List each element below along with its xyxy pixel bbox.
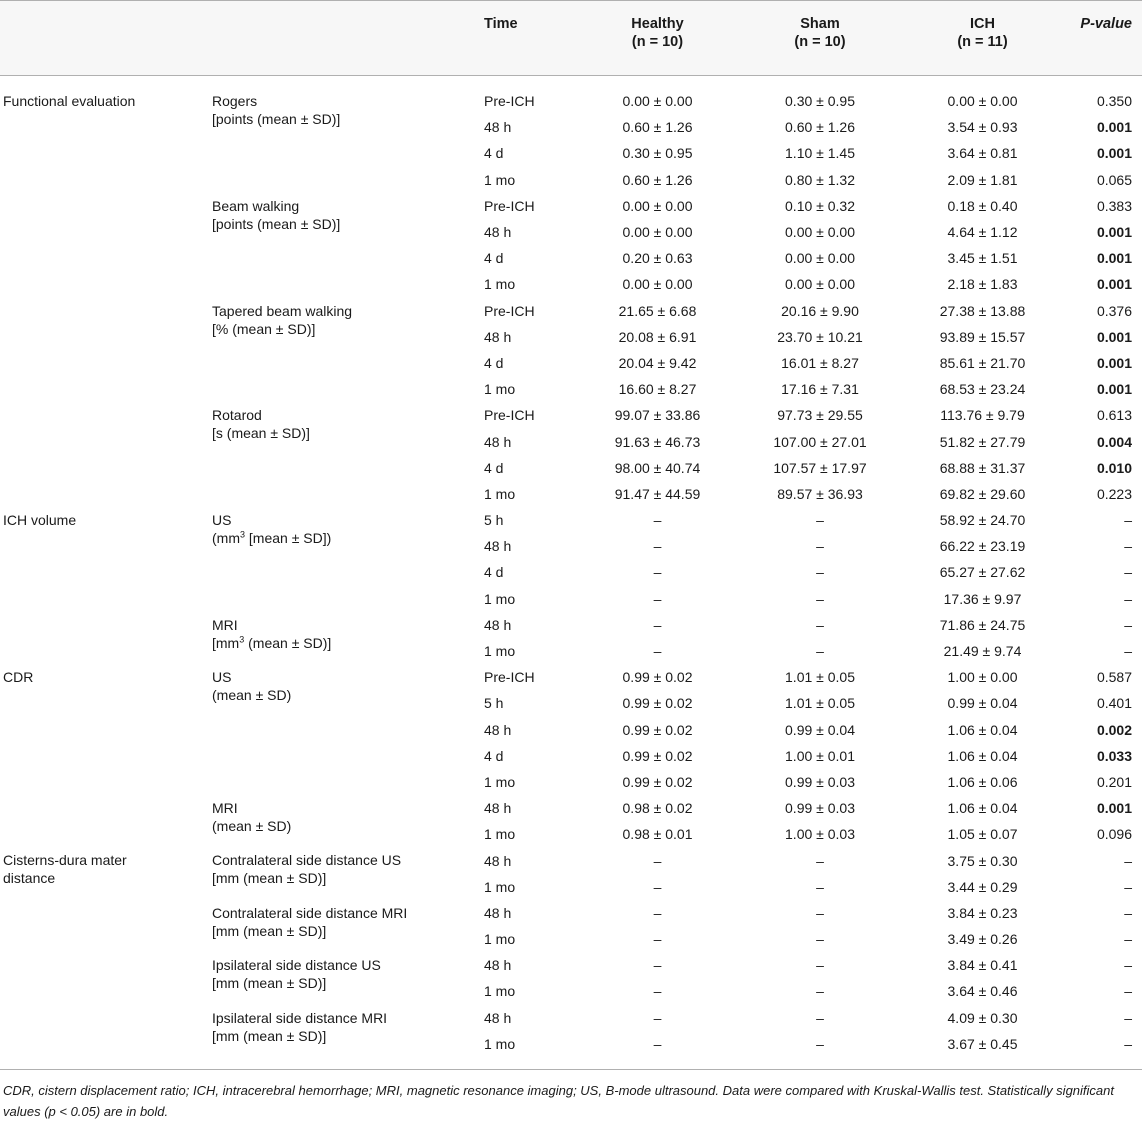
p-value: 0.001 <box>1096 145 1132 162</box>
healthy-value: 0.00 ± 0.00 <box>622 197 693 214</box>
ich-value: 27.38 ± 13.88 <box>939 302 1026 319</box>
spacer-row <box>0 76 1142 89</box>
healthy-value: – <box>653 878 662 895</box>
p-value: – <box>1124 590 1132 607</box>
sham-value: 0.00 ± 0.00 <box>785 250 855 267</box>
sham-value: 0.00 ± 0.00 <box>785 276 855 293</box>
ich-value: 3.44 ± 0.29 <box>947 878 1018 895</box>
healthy-value: – <box>653 1035 662 1052</box>
unit-suffix: (mean ± SD)] <box>244 634 332 651</box>
measure-cell <box>200 1005 475 1057</box>
healthy-value: – <box>653 983 662 1000</box>
healthy-value: 21.65 ± 6.68 <box>618 302 697 319</box>
p-value: – <box>1124 957 1132 974</box>
time-cell: 4 d <box>484 145 504 162</box>
ich-value: 0.00 ± 0.00 <box>947 93 1018 110</box>
time-cell: 4 d <box>484 354 504 371</box>
unit-suffix: [mean ± SD]) <box>245 530 332 546</box>
measure-unit: [mm (mean ± SD)] <box>212 1027 327 1044</box>
healthy-value: 20.04 ± 9.42 <box>618 354 697 371</box>
sham-value: 17.16 ± 7.31 <box>781 381 859 398</box>
p-value: 0.587 <box>1096 669 1132 686</box>
measure-unit: [% (mean ± SD)] <box>212 320 316 337</box>
table-footnote: CDR, cistern displacement ratio; ICH, intracerebral hemorrhage; MRI, magnetic resonance imaging; US, B-mode ultrasound. Data were compared with Kruskal-Wallis test. Statistically significant values (p < 0.05) are in bold. <box>0 1069 1142 1122</box>
p-value: 0.001 <box>1096 328 1132 345</box>
table-body <box>0 76 1142 1069</box>
ich-value: 3.67 ± 0.45 <box>947 1035 1018 1052</box>
header-measure <box>200 1 475 76</box>
measure-name: MRI <box>212 800 238 817</box>
sham-value: 20.16 ± 9.90 <box>781 302 859 319</box>
ich-value: 4.64 ± 1.12 <box>947 224 1018 241</box>
ich-value: 3.45 ± 1.51 <box>947 250 1018 267</box>
ich-value: 4.09 ± 0.30 <box>947 1009 1018 1026</box>
time-cell: 48 h <box>484 538 512 555</box>
unit-prefix: [mm <box>212 634 240 651</box>
measure-cell <box>200 795 475 847</box>
p-value: 0.001 <box>1096 224 1132 241</box>
time-cell: 48 h <box>484 328 512 345</box>
healthy-value: – <box>653 957 662 974</box>
p-value: – <box>1124 538 1132 555</box>
healthy-value: – <box>653 564 662 581</box>
sham-value: 89.57 ± 36.93 <box>777 485 863 502</box>
category-label: CDR <box>3 669 34 686</box>
sham-value: – <box>816 904 824 921</box>
ich-value: 58.92 ± 24.70 <box>939 512 1026 529</box>
ich-value: 21.49 ± 9.74 <box>943 643 1022 660</box>
header-sham-label: Sham <box>800 16 840 32</box>
time-cell: 48 h <box>484 721 512 738</box>
p-value: 0.004 <box>1096 433 1132 450</box>
sham-value: – <box>816 616 824 633</box>
ich-value: 68.88 ± 31.37 <box>939 459 1026 476</box>
p-value: 0.350 <box>1096 93 1132 110</box>
sham-value: – <box>816 957 824 974</box>
time-cell: 48 h <box>484 1009 512 1026</box>
healthy-value: 16.60 ± 8.27 <box>618 381 697 398</box>
header-pvalue: P-value <box>1060 1 1142 76</box>
sham-value: – <box>816 590 824 607</box>
healthy-value: 0.00 ± 0.00 <box>622 276 693 293</box>
time-cell: Pre-ICH <box>484 669 535 686</box>
category-label: ICH volume <box>3 512 77 528</box>
measure-name: Tapered beam walking <box>212 302 353 319</box>
healthy-value: 0.00 ± 0.00 <box>622 224 693 241</box>
ich-value: 51.82 ± 27.79 <box>939 433 1026 450</box>
ich-value: 3.84 ± 0.41 <box>947 957 1018 974</box>
measure-unit: (mean ± SD) <box>212 687 292 704</box>
header-sham <box>735 1 905 76</box>
measure-cell <box>200 900 475 952</box>
measure-cell <box>200 612 475 664</box>
healthy-value: 0.00 ± 0.00 <box>622 93 693 110</box>
sham-value: – <box>816 538 824 555</box>
ich-value: 68.53 ± 23.24 <box>939 381 1026 398</box>
measure-name: Rogers <box>212 93 258 109</box>
sham-value: 16.01 ± 8.27 <box>781 354 859 371</box>
time-cell: 1 mo <box>484 983 516 1000</box>
measure-unit: [points (mean ± SD)] <box>212 215 341 232</box>
healthy-value: – <box>653 904 662 921</box>
ich-value: 65.27 ± 27.62 <box>939 564 1026 581</box>
p-value: 0.065 <box>1096 171 1132 188</box>
ich-value: 3.49 ± 0.26 <box>947 931 1018 948</box>
unit-superscript: 3 <box>240 529 246 540</box>
ich-value: 93.89 ± 15.57 <box>939 328 1026 345</box>
category-label: Cisterns-dura mater distance <box>3 852 127 887</box>
measure-cell <box>200 847 475 899</box>
p-value: 0.223 <box>1096 485 1132 502</box>
healthy-value: 0.98 ± 0.02 <box>622 800 693 817</box>
measure-unit: (mean ± SD) <box>212 818 292 835</box>
header-ich-label: ICH <box>970 16 995 32</box>
time-cell: 48 h <box>484 433 512 450</box>
time-cell: 48 h <box>484 224 512 241</box>
measure-unit: [points (mean ± SD)] <box>212 111 341 127</box>
table-row <box>0 664 1142 690</box>
sham-value: 0.00 ± 0.00 <box>785 224 855 241</box>
healthy-value: 20.08 ± 6.91 <box>618 328 697 345</box>
p-value: – <box>1124 983 1132 1000</box>
p-value: – <box>1124 512 1132 529</box>
time-cell: 48 h <box>484 957 512 974</box>
time-cell: 4 d <box>484 250 504 267</box>
healthy-value: – <box>653 643 662 660</box>
sham-value: 23.70 ± 10.21 <box>777 328 863 345</box>
time-cell: 1 mo <box>484 878 516 895</box>
measure-name: US <box>212 669 232 686</box>
time-cell: 48 h <box>484 852 512 869</box>
sham-value: 107.00 ± 27.01 <box>773 433 867 450</box>
table-header-row <box>0 1 1142 76</box>
healthy-value: 0.60 ± 1.26 <box>622 171 693 188</box>
healthy-value: 91.63 ± 46.73 <box>614 433 701 450</box>
time-cell: 1 mo <box>484 590 516 607</box>
healthy-value: – <box>653 538 662 555</box>
time-cell: 1 mo <box>484 381 516 398</box>
sham-value: 0.80 ± 1.32 <box>785 171 855 188</box>
ich-value: 1.06 ± 0.04 <box>947 721 1018 738</box>
ich-value: 3.64 ± 0.81 <box>947 145 1018 162</box>
p-value: – <box>1124 616 1132 633</box>
time-cell: Pre-ICH <box>484 197 535 214</box>
measure-cell <box>200 664 475 795</box>
p-value: 0.010 <box>1096 459 1132 476</box>
time-cell: Pre-ICH <box>484 407 535 424</box>
measure-cell <box>200 193 475 298</box>
sham-value: 1.00 ± 0.01 <box>785 747 855 764</box>
ich-value: 2.09 ± 1.81 <box>947 171 1018 188</box>
healthy-value: – <box>653 512 662 529</box>
measure-name: Ipsilateral side distance US <box>212 957 381 974</box>
p-value: 0.001 <box>1096 800 1132 817</box>
sham-value: – <box>816 878 824 895</box>
healthy-value: 0.98 ± 0.01 <box>622 826 693 843</box>
healthy-value: 0.30 ± 0.95 <box>622 145 693 162</box>
ich-value: 3.75 ± 0.30 <box>947 852 1018 869</box>
healthy-value: 91.47 ± 44.59 <box>614 485 701 502</box>
healthy-value: 0.99 ± 0.02 <box>622 747 693 764</box>
header-sham-n: (n = 10) <box>794 34 846 50</box>
measure-unit: [mm (mean ± SD)] <box>212 975 327 992</box>
header-healthy-n: (n = 10) <box>631 34 684 50</box>
sham-value: – <box>816 852 824 869</box>
time-cell: 1 mo <box>484 931 516 948</box>
time-cell: 4 d <box>484 747 504 764</box>
time-cell: 1 mo <box>484 276 516 293</box>
sham-value: 1.01 ± 0.05 <box>785 669 855 686</box>
time-cell: 1 mo <box>484 643 516 660</box>
time-cell: 4 d <box>484 459 504 476</box>
ich-value: 113.76 ± 9.79 <box>940 407 1025 424</box>
time-cell: 48 h <box>484 119 512 136</box>
ich-value: 69.82 ± 29.60 <box>939 485 1026 502</box>
header-ich-n: (n = 11) <box>957 34 1008 50</box>
sham-value: 107.57 ± 17.97 <box>773 459 867 476</box>
p-value: 0.001 <box>1096 119 1132 136</box>
time-cell: 1 mo <box>484 773 516 790</box>
measure-name: Beam walking <box>212 197 300 214</box>
healthy-value: – <box>653 852 662 869</box>
p-value: 0.001 <box>1096 381 1132 398</box>
healthy-value: 98.00 ± 40.74 <box>614 459 701 476</box>
p-value: 0.096 <box>1096 826 1132 843</box>
ich-value: 1.06 ± 0.06 <box>947 773 1018 790</box>
time-cell: 48 h <box>484 800 512 817</box>
time-cell: Pre-ICH <box>484 93 535 110</box>
time-cell: 48 h <box>484 904 512 921</box>
healthy-value: 0.99 ± 0.02 <box>622 669 693 686</box>
measure-cell <box>200 88 475 193</box>
ich-value: 0.18 ± 0.40 <box>947 197 1018 214</box>
table-row <box>0 847 1142 873</box>
ich-value: 1.06 ± 0.04 <box>947 747 1018 764</box>
healthy-value: – <box>653 1009 662 1026</box>
healthy-value: 0.20 ± 0.63 <box>622 250 693 267</box>
sham-value: 0.99 ± 0.03 <box>785 800 855 817</box>
p-value: 0.001 <box>1096 250 1132 267</box>
measure-cell <box>200 507 475 612</box>
measure-name: US <box>212 512 232 528</box>
p-value: – <box>1124 564 1132 581</box>
p-value: 0.002 <box>1096 721 1132 738</box>
healthy-value: 0.99 ± 0.02 <box>622 695 693 712</box>
measure-name: Ipsilateral side distance MRI <box>212 1009 388 1026</box>
sham-value: 1.01 ± 0.05 <box>785 695 855 712</box>
measure-unit: [s (mean ± SD)] <box>212 425 310 442</box>
time-cell: 5 h <box>484 512 504 529</box>
sham-value: 0.10 ± 0.32 <box>785 197 855 214</box>
p-value: 0.201 <box>1096 773 1132 790</box>
p-value: 0.033 <box>1096 747 1132 764</box>
header-category <box>0 1 200 76</box>
ich-value: 1.00 ± 0.00 <box>947 669 1018 686</box>
measure-unit <box>212 529 475 547</box>
sham-value: – <box>816 512 824 529</box>
ich-value: 3.64 ± 0.46 <box>947 983 1018 1000</box>
measure-name: Contralateral side distance MRI <box>212 904 408 921</box>
healthy-value: – <box>653 931 662 948</box>
measure-name: MRI <box>212 616 238 633</box>
healthy-value: – <box>653 616 662 633</box>
time-cell: 1 mo <box>484 485 516 502</box>
p-value: 0.383 <box>1096 197 1132 214</box>
header-ich <box>905 1 1060 76</box>
p-value: – <box>1124 852 1132 869</box>
ich-value: 1.06 ± 0.04 <box>947 800 1018 817</box>
sham-value: – <box>816 1009 824 1026</box>
healthy-value: 0.99 ± 0.02 <box>622 773 693 790</box>
measure-name: Rotarod <box>212 407 262 424</box>
sham-value: – <box>816 983 824 1000</box>
p-value: – <box>1124 931 1132 948</box>
sham-value: – <box>816 931 824 948</box>
header-healthy-label: Healthy <box>631 16 684 32</box>
sham-value: – <box>816 643 824 660</box>
ich-value: 1.05 ± 0.07 <box>947 826 1018 843</box>
spacer-row <box>0 1057 1142 1069</box>
p-value: 0.001 <box>1096 354 1132 371</box>
measure-name: Contralateral side distance US <box>212 852 402 869</box>
p-value: – <box>1124 1009 1132 1026</box>
measure-unit: [mm (mean ± SD)] <box>212 870 327 887</box>
p-value: 0.001 <box>1096 276 1132 293</box>
sham-value: 1.00 ± 0.03 <box>785 826 855 843</box>
ich-value: 3.84 ± 0.23 <box>947 904 1018 921</box>
ich-value: 2.18 ± 1.83 <box>947 276 1018 293</box>
healthy-value: – <box>653 590 662 607</box>
p-value: – <box>1124 878 1132 895</box>
ich-value: 3.54 ± 0.93 <box>947 119 1018 136</box>
time-cell: 4 d <box>484 564 504 581</box>
p-value: – <box>1124 1035 1132 1052</box>
sham-value: 0.30 ± 0.95 <box>785 93 855 110</box>
header-healthy <box>580 1 735 76</box>
measure-unit: [mm (mean ± SD)] <box>212 922 327 939</box>
healthy-value: 99.07 ± 33.86 <box>614 407 701 424</box>
measure-cell <box>200 402 475 507</box>
ich-value: 66.22 ± 23.19 <box>939 538 1026 555</box>
healthy-value: 0.99 ± 0.02 <box>622 721 693 738</box>
ich-value: 0.99 ± 0.04 <box>947 695 1018 712</box>
sham-value: – <box>816 1035 824 1052</box>
measure-cell <box>200 298 475 403</box>
time-cell: 1 mo <box>484 826 516 843</box>
p-value: 0.613 <box>1096 407 1132 424</box>
time-cell: 5 h <box>484 695 504 712</box>
header-time: Time <box>475 1 580 76</box>
time-cell: Pre-ICH <box>484 302 535 319</box>
unit-superscript: 3 <box>239 634 245 645</box>
ich-value: 85.61 ± 21.70 <box>939 354 1026 371</box>
table-row <box>0 88 1142 114</box>
p-value: – <box>1124 643 1132 660</box>
table-row <box>0 507 1142 533</box>
sham-value: – <box>816 564 824 581</box>
p-value: 0.401 <box>1096 695 1132 712</box>
category-label: Functional evaluation <box>3 93 136 109</box>
time-cell: 48 h <box>484 616 512 633</box>
sham-value: 1.10 ± 1.45 <box>785 145 855 162</box>
measure-unit <box>212 634 475 652</box>
sham-value: 0.60 ± 1.26 <box>785 119 855 136</box>
healthy-value: 0.60 ± 1.26 <box>622 119 693 136</box>
sham-value: 97.73 ± 29.55 <box>777 407 863 424</box>
p-value: 0.376 <box>1096 302 1132 319</box>
sham-value: 0.99 ± 0.04 <box>785 721 855 738</box>
sham-value: 0.99 ± 0.03 <box>785 773 855 790</box>
time-cell: 1 mo <box>484 1035 516 1052</box>
p-value: – <box>1124 904 1132 921</box>
unit-prefix: (mm <box>212 530 240 546</box>
measure-cell <box>200 952 475 1004</box>
ich-value: 17.36 ± 9.97 <box>943 590 1022 607</box>
ich-value: 71.86 ± 24.75 <box>939 616 1026 633</box>
time-cell: 1 mo <box>484 171 516 188</box>
